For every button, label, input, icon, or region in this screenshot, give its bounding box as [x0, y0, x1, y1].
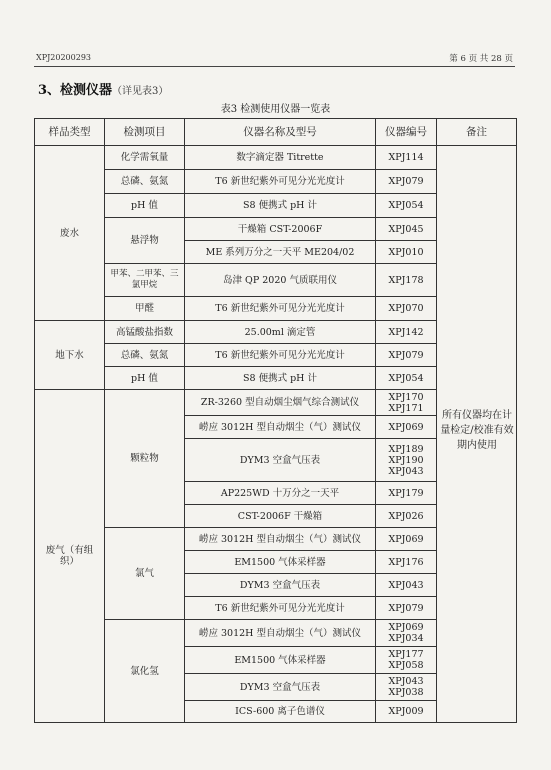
instrument-name-cell: ICS-600 离子色谱仪	[185, 701, 376, 723]
instrument-name-cell: DYM3 空盒气压表	[185, 674, 376, 701]
instrument-name-cell: S8 便携式 pH 计	[185, 367, 376, 390]
instrument-code-cell: XPJ043	[376, 574, 437, 597]
instrument-name-cell: CST-2006F 干燥箱	[185, 505, 376, 528]
instrument-code-cell: XPJ043 XPJ038	[376, 674, 437, 701]
instrument-code-cell: XPJ070	[376, 297, 437, 321]
instrument-code-cell: XPJ054	[376, 194, 437, 218]
instrument-code-cell: XPJ142	[376, 321, 437, 344]
column-header: 检测项目	[105, 119, 185, 146]
test-item-cell: 氯化氢	[105, 620, 185, 723]
instrument-name-cell: DYM3 空盒气压表	[185, 574, 376, 597]
instrument-name-cell: 崂应 3012H 型自动烟尘（气）测试仪	[185, 528, 376, 551]
instrument-name-cell: 岛津 QP 2020 气质联用仪	[185, 264, 376, 297]
instrument-name-cell: 崂应 3012H 型自动烟尘（气）测试仪	[185, 416, 376, 439]
test-item-cell: 甲苯、二甲苯、三氯甲烷	[105, 264, 185, 297]
instrument-code-cell: XPJ079	[376, 597, 437, 620]
instrument-name-cell: T6 新世纪紫外可见分光光度计	[185, 597, 376, 620]
test-item-cell: 颗粒物	[105, 390, 185, 528]
section-title-note: （详见表3）	[112, 86, 169, 97]
test-item-cell: pH 值	[105, 367, 185, 390]
instrument-code-cell: XPJ079	[376, 344, 437, 367]
sample-type-cell: 废气（有组织）	[35, 390, 105, 723]
instrument-code-cell: XPJ114	[376, 146, 437, 170]
instrument-name-cell: DYM3 空盒气压表	[185, 439, 376, 482]
instrument-name-cell: T6 新世纪紫外可见分光光度计	[185, 344, 376, 367]
instrument-code-cell: XPJ069 XPJ034	[376, 620, 437, 647]
instrument-code-cell: XPJ069	[376, 528, 437, 551]
test-item-cell: pH 值	[105, 194, 185, 218]
test-item-cell: 总磷、氨氮	[105, 344, 185, 367]
column-header: 备注	[437, 119, 517, 146]
instrument-name-cell: 数字滴定器 Titrette	[185, 146, 376, 170]
instrument-name-cell: ME 系列万分之一天平 ME204/02	[185, 241, 376, 264]
table-row	[35, 146, 517, 170]
section-title	[38, 79, 168, 98]
instrument-name-cell: T6 新世纪紫外可见分光光度计	[185, 297, 376, 321]
instrument-code-cell: XPJ170 XPJ171	[376, 390, 437, 416]
document-id: XPJ20200293	[36, 53, 92, 62]
instrument-code-cell: XPJ009	[376, 701, 437, 723]
instrument-code-cell: XPJ045	[376, 218, 437, 241]
instrument-name-cell: T6 新世纪紫外可见分光光度计	[185, 170, 376, 194]
instrument-code-cell: XPJ176	[376, 551, 437, 574]
test-item-cell: 总磷、氨氮	[105, 170, 185, 194]
column-header: 仪器编号	[376, 119, 437, 146]
sample-type-cell: 废水	[35, 146, 105, 321]
instrument-name-cell: ZR-3260 型自动烟尘烟气综合测试仪	[185, 390, 376, 416]
column-header: 仪器名称及型号	[185, 119, 376, 146]
instrument-code-cell: XPJ079	[376, 170, 437, 194]
instrument-name-cell: EM1500 气体采样器	[185, 551, 376, 574]
instrument-name-cell: 25.00ml 滴定管	[185, 321, 376, 344]
instrument-code-cell: XPJ026	[376, 505, 437, 528]
instrument-code-cell: XPJ069	[376, 416, 437, 439]
table-header-row	[35, 119, 517, 146]
instrument-name-cell: 崂应 3012H 型自动烟尘（气）测试仪	[185, 620, 376, 647]
instrument-code-cell: XPJ177 XPJ058	[376, 647, 437, 674]
column-header: 样品类型	[35, 119, 105, 146]
instrument-name-cell: EM1500 气体采样器	[185, 647, 376, 674]
sample-type-cell: 地下水	[35, 321, 105, 390]
table-caption: 表3 检测使用仪器一览表	[220, 104, 331, 115]
instrument-code-cell: XPJ189 XPJ190 XPJ043	[376, 439, 437, 482]
test-item-cell: 悬浮物	[105, 218, 185, 264]
test-item-cell: 高锰酸盐指数	[105, 321, 185, 344]
test-item-cell: 氯气	[105, 528, 185, 620]
section-title-text: 3、检测仪器	[38, 83, 113, 98]
instrument-name-cell: 干燥箱 CST-2006F	[185, 218, 376, 241]
header-divider	[34, 66, 515, 67]
instrument-name-cell: AP225WD 十万分之一天平	[185, 482, 376, 505]
instrument-code-cell: XPJ054	[376, 367, 437, 390]
remark-text: 所有仪器均在计量检定/校准有效期内使用	[440, 410, 514, 451]
test-item-cell: 化学需氧量	[105, 146, 185, 170]
instrument-code-cell: XPJ178	[376, 264, 437, 297]
page-number: 第 6 页 共 28 页	[449, 54, 513, 64]
instrument-name-cell: S8 便携式 pH 计	[185, 194, 376, 218]
test-item-cell: 甲醛	[105, 297, 185, 321]
instrument-code-cell: XPJ010	[376, 241, 437, 264]
instrument-code-cell: XPJ179	[376, 482, 437, 505]
